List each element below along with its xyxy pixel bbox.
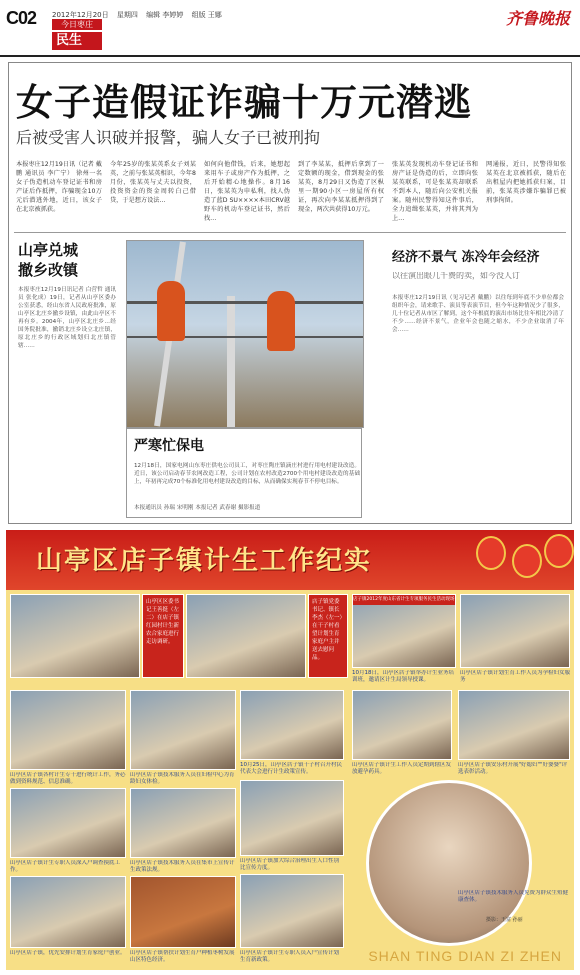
feature-photo-caption: 山亭区店子镇计划生育工作人员为孕检妇女服务: [460, 670, 570, 683]
newspaper-logo: 齐鲁晚报: [505, 9, 570, 28]
right-story-body: 本报枣庄12月19日讯（见习记者 戴鹏）以往每到年底不少单位都会组织年会，请来歌手、演员等表演节目，但今年这种情况少了很多，几十位记者从市区了解到，这个年根底的演出市场比往年相比冷清了不少……经济不景气，企业年会也随之缩水，不少企业取消了年会……: [392, 295, 564, 333]
photo-story-credit: 本报通讯员 孙瑞 宋明刚 本报记者 武春谢 摄影报道: [134, 505, 261, 511]
feature-caption-card: 山亭区区委书记王善挺（左二）在店子镇红园村计生新农合家庭进行走访调研。: [142, 594, 184, 678]
feature-photo-caption: 山亭区店子镇计生工作人员定期到辖区发放避孕药具。: [352, 762, 452, 775]
page-header: [0, 0, 580, 52]
worker-figure: [267, 291, 295, 351]
weekday: 星期四: [116, 11, 138, 19]
feature-sign: 店子镇2012年度山东省计生专项服务民生活动现场: [353, 595, 455, 605]
feature-photo-caption: 山亭区店子镇技术服务人员在妇检中心为育龄妇女体检。: [130, 772, 235, 785]
channel-name: 民生: [52, 32, 102, 50]
left-story-body: 本报枣庄12月19日讯记者 白营哲 通讯员 张化成）19日，记者从山亭区委办公室获悉，经山东省人民政府批准，原山亭区北庄乡撤乡设镇，由此山亭区不再有乡。2004年，山亭区北庄乡…经国务院批准，撤销北庄乡设立北庄镇，原北庄乡的行政区域划归北庄镇管辖……: [18, 287, 116, 349]
feature-photo: [10, 690, 126, 770]
feature-photo-caption: 山亭区店子镇安乐村开展"好媳妇""好婆婆"评选表彰活动。: [458, 762, 568, 775]
feature-photo: [130, 690, 236, 770]
feature-title: 山亭区店子镇计生工作纪实: [36, 546, 373, 576]
feature-photo: [186, 594, 306, 678]
feature-photo-caption: 山亭区店子镇计生专职人员入户宣传计划生育新政策。: [240, 950, 340, 963]
lantern-icon: [512, 544, 542, 578]
feature-photo: [240, 780, 344, 856]
feature-pinyin: SHAN TING DIAN ZI ZHEN: [368, 948, 562, 964]
feature-photo-caption: 山亭区店子镇计生专职人员深入户调查摸底工作。: [10, 860, 121, 873]
layout-editor: 组版 王娜: [191, 11, 222, 19]
channel-tag: 今日枣庄: [52, 19, 102, 30]
photo-story-title: 严寒忙保电: [134, 438, 204, 454]
lead-body-col3: 如何向他借钱，后来，她想起来用车子或房产作为抵押，之后开始精心地操作。8月16日，张某英为申私利，找人伪造了蓝D SU××××本田CRV越野车的机动车登记证书，然后找…: [204, 161, 290, 222]
right-story-subtitle: 以往演出眼几千费的卖，如今没人订: [392, 272, 520, 280]
left-story-title-1: 山亭兑城: [18, 241, 79, 259]
lead-headline: 女子造假证诈骗十万元潜逃: [16, 81, 472, 124]
feature-caption-card: 店子镇党委书记、镇长李杰（左一）在干子村看望计划生育家庭户主并送去慰问品。: [308, 594, 348, 678]
feature-photo: [460, 594, 570, 668]
lead-body-col5: 张某英发现机动车登记证书和房产证是伪造的后，立即向张某英联系，可是张某英却联系不到本人，随后向公安机关报案。随州民警得知这件事后，全力追缉张某英，并将其判为上…: [392, 161, 478, 222]
feature-photo-caption: 山亭区店子镇，优先安排计划生育家庭户创业。: [10, 950, 126, 956]
lead-body-col1: 本报枣庄12月19日讯（记者 戴鹏 通讯员 李广宁） 徐州一名女子伪造机动车登记证书和房产证后作抵押，诈骗现金10万元后潜逃外地，近日，该女子在北京被抓获。: [16, 161, 102, 213]
feature-photo: [10, 876, 126, 948]
feature-photo: [10, 594, 140, 678]
lead-body-col4: 到了李某某，抵押后拿到了一定数额的现金，借到现金的张某英，8月29日又伪造了区枞里一期90小区一房屋所有权证，再次向李某某抵押得到了现金，两次共获得10万元。: [298, 161, 384, 213]
feature-photo-caption: 山亭区店子镇各村计生专干进行统计工作，务必做到资料规范、信息准确。: [10, 772, 126, 785]
lead-body-col6: 网通报，近日，民警得知张某英在北京被抓获，随后在出租屋内把她抓获归案，目前，张某英涉嫌诈骗罪已被刑事拘留。: [486, 161, 566, 204]
feature-photo-caption: 山亭区店子镇技术服务人员在集市上宣传计生政策法规。: [130, 860, 235, 873]
feature-photo: [352, 594, 456, 668]
photo-story-frame: [126, 428, 362, 518]
feature-photo-caption: 山亭区店子镇帮扶计划生育户种植枣树发展山区特色经济。: [130, 950, 235, 963]
feature-photo: [10, 788, 126, 858]
feature-photo: [130, 788, 236, 858]
feature-photo: [458, 690, 570, 760]
editor: 编辑 李婷婷: [146, 11, 184, 19]
feature-photo: [352, 690, 452, 760]
utility-pole: [227, 296, 235, 427]
feature-credit: 摄影：王富 孙丽: [486, 917, 523, 923]
feature-photo-caption: 山亭区店子镇加大综合治理出生人口性别比宣传力度。: [240, 858, 340, 871]
power-workers-photo: [126, 240, 364, 428]
photo-story-caption: 12月18日，国家电网山东枣庄供电公司员工，对枣庄陶庄镇滴庄村进行用电村建设改造。近日，该公司启动春节农网改造工程，公司计划在农村改造2700个用电村建设改造的基础上，年初再完成70个标准化用电村建设改造的目标，从而确保实现春节不停电目标。: [134, 463, 360, 485]
feature-photo-caption: 10月25日，山亭区店子镇干子村召开村民代表大会进行计生政策宣传。: [240, 762, 342, 775]
page-number: C02: [6, 8, 37, 28]
feature-section: [6, 530, 574, 970]
lead-subhead: 后被受害人识破并报警，骗人女子已被刑拘: [16, 128, 321, 147]
worker-figure: [157, 281, 185, 341]
header-rule: [0, 55, 580, 57]
lantern-icon: [476, 536, 506, 570]
feature-photo: [130, 876, 236, 948]
feature-photo-caption: 10月18日，山亭区店子镇举办计生业务培训班，邀请区计生局领导授课。: [352, 670, 454, 683]
right-story-title: 经济不景气 冻冷年会经济: [392, 250, 540, 265]
section-divider: [14, 232, 566, 233]
feature-photo-caption: 山亭区店子镇技术服务人员免费为群众生殖健康查体。: [458, 890, 568, 903]
feature-photo: [240, 690, 344, 760]
left-story-title-2: 撤乡改镇: [18, 261, 79, 279]
feature-banner: [6, 530, 574, 590]
feature-photo: [240, 874, 344, 948]
lead-body-col2: 今年25岁的张某英系女子刘某英，之前与张某英相识，今年8月份，张某英与丈夫以投资，投资资金的资金周转白己借贷，于是想方设法…: [110, 161, 196, 204]
lantern-icon: [544, 534, 574, 568]
issue-date: 2012年12月20日: [52, 11, 109, 19]
